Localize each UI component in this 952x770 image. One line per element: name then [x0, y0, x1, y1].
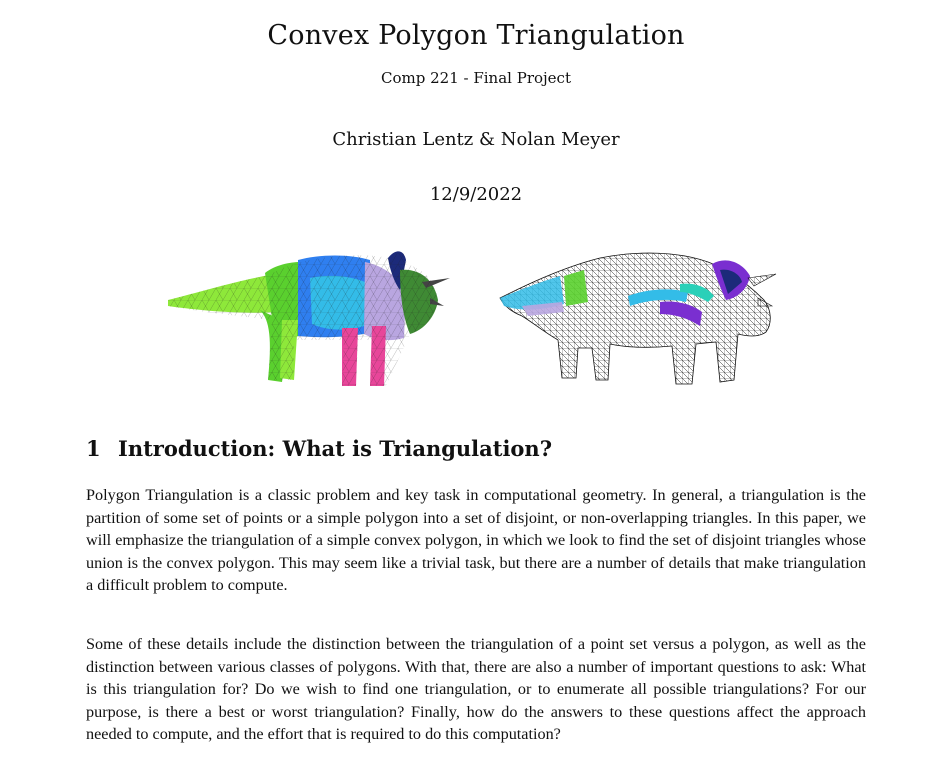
wire-green-band [564, 270, 588, 306]
front-leg-segment [342, 328, 358, 386]
segmented-triceratops [160, 240, 460, 395]
wire-horn-2 [758, 298, 772, 306]
flank-segment [310, 276, 365, 330]
paragraph: Polygon Triangulation is a classic problem and key task in computational geometry. In general, a triangulation is the partition of some set of points or a simple polygon into a set of disjoint, or non-overlapping triangles. In this paper, we will emphasize the triangulation of a simple convex polygon, in which we look to find the set of disjoint triangles whose union is the convex polygon. This may seem like a trivial task, but there are a number of details that make triangulation a difficult problem to compute. [86, 486, 866, 595]
wire-horn [748, 274, 776, 286]
paper-authors: Christian Lentz & Nolan Meyer [332, 129, 620, 150]
hind-leg-segment-2 [280, 320, 298, 380]
paragraph: Some of these details include the distinction between the triangulation of a point set versus a polygon, as well as the distinction between various classes of polygons. With that, there are also a number of important questions to ask: What is this triangulation for? Do we wish to find one triangulation, or to enumerate all possible triangulations? For our purpose, is there a best or worst triangulation? Finally, how do the answers to these questions affect the approach needed to compute, and the effort that is required to do this computation? [86, 635, 866, 744]
paper-title: Convex Polygon Triangulation [267, 20, 685, 51]
wireframe-triceratops [500, 253, 776, 384]
paper-date: 12/9/2022 [429, 184, 523, 205]
section-title: Introduction: What is Triangulation? [118, 436, 553, 461]
tail-segment [168, 275, 278, 313]
front-leg-segment-2 [370, 326, 386, 386]
section-heading [86, 436, 552, 461]
paper-subtitle: Comp 221 - Final Project [381, 69, 571, 87]
section-number: 1 [86, 436, 101, 461]
triceratops-figure [160, 240, 790, 395]
